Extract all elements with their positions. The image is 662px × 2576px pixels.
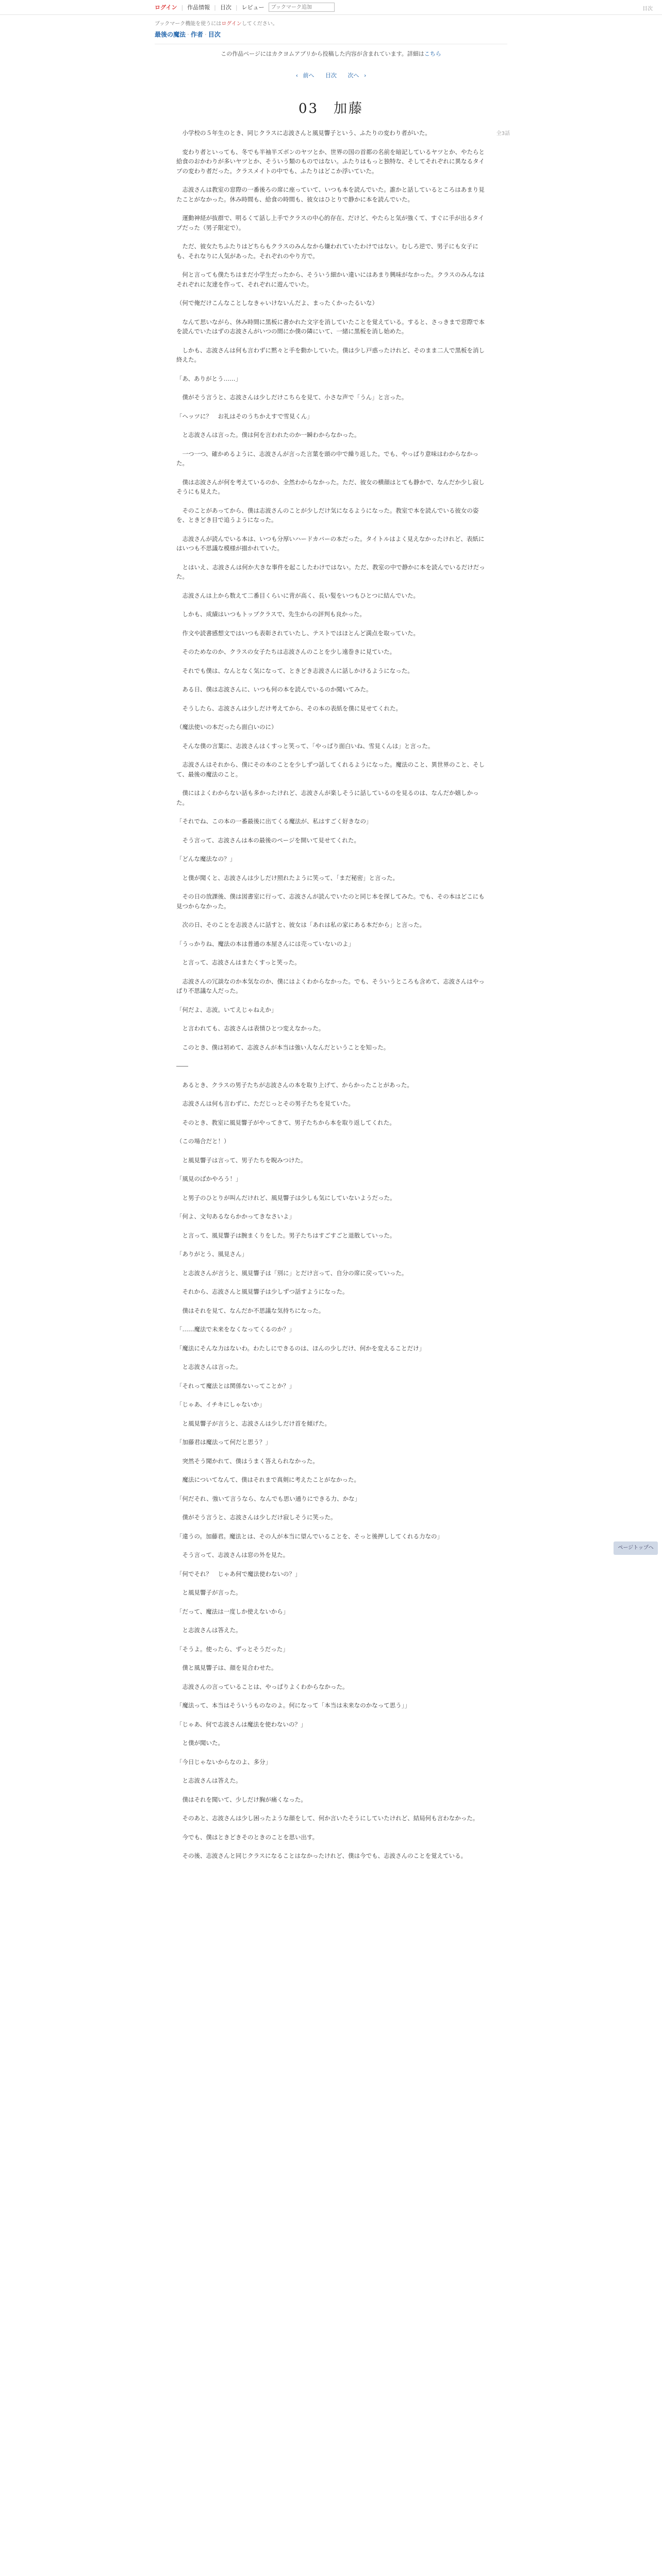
prev-label: 前へ <box>303 72 315 79</box>
novel-paragraph: 「何でそれ？ じゃあ何で魔法使わないの？」 <box>176 1570 301 1578</box>
header-separator: · <box>187 31 189 38</box>
novel-paragraph: 「どんな魔法なの？」 <box>176 855 236 862</box>
novel-paragraph: 「……魔法で未来をなくなってくるのか？」 <box>176 1326 295 1333</box>
novel-body <box>176 128 486 1861</box>
novel-paragraph: それでも僕は、なんとなく気になって、ときどき志波さんに話しかけるようになった。 <box>182 667 413 674</box>
novel-paragraph: なんて思いながら、休み時間に黒板に書かれた文字を消していたことを覚えている。すると、さっきまで窓際で本を読んでいたはずの志波さんがいつの間にか僕の隣にいて、一緒に黒板を消し始めた。 <box>176 318 485 335</box>
warning-detail-link[interactable]: こちら <box>424 50 441 57</box>
novel-paragraph: 志波さんが読んでいる本は、いつも分厚いハードカバーの本だった。タイトルはよく見えなかったけれど、表紙にはいつも不思議な模様が描かれていた。 <box>176 535 485 552</box>
novel-paragraph: と志波さんは言った。 <box>182 1363 242 1370</box>
novel-paragraph: そのあと、志波さんは少し困ったような顔をして、何か言いたそうにしていたけれど、結局何も言わなかった。 <box>182 1815 479 1822</box>
episode-pager <box>0 58 662 79</box>
novel-paragraph: 魔法についてなんて、僕はそれまで真剣に考えたことがなかった。 <box>182 1476 360 1483</box>
novel-paragraph: 「あ、ありがとう……」 <box>176 375 242 382</box>
page-top-button[interactable]: ページトップへ <box>614 1541 658 1555</box>
novel-paragraph: その後、志波さんと同じクラスになることはなかったけれど、僕は今でも、志波さんのことを覚えている。 <box>182 1852 467 1859</box>
novel-paragraph: 「何だそれ、強いて言うなら、なんでも思い通りにできる力、かな」 <box>176 1495 361 1502</box>
novel-paragraph: 突然そう聞かれて、僕はうまく答えられなかった。 <box>182 1457 319 1465</box>
novel-paragraph: 僕にはよくわからない話も多かったけれど、志波さんが楽しそうに話しているのを見るのは、なんだか嬉しかった。 <box>176 789 479 806</box>
novel-paragraph: 僕と風見響子は、顔を見合わせた。 <box>182 1664 277 1671</box>
novel-paragraph: そのとき、教室に風見響子がやってきて、男子たちから本を取り返してくれた。 <box>182 1118 395 1126</box>
novel-paragraph: 志波さんは何も言わずに、ただじっとその男子たちを見ていた。 <box>182 1100 354 1107</box>
novel-paragraph: と志波さんが言うと、風見響子は「別に」とだけ言って、自分の席に戻っていった。 <box>182 1269 408 1277</box>
top-nav-bar <box>0 0 662 15</box>
novel-paragraph: （この場合だと！） <box>176 1138 230 1145</box>
novel-paragraph: と僕が聞いた。 <box>182 1739 224 1747</box>
toc-link[interactable]: 目次 <box>325 72 337 79</box>
novel-paragraph: それから、志波さんと風見響子は少しずつ話すようになった。 <box>182 1288 349 1295</box>
novel-paragraph: 僕がそう言うと、志波さんは少しだけこちらを見て、小さな声で「うん」と言った。 <box>182 394 408 401</box>
novel-paragraph: しかも、志波さんは何も言わずに黙々と手を動かしていた。僕は少し戸惑ったけれど、そのまま二人で黒板を消し終えた。 <box>176 346 485 363</box>
novel-paragraph: と風見響子は言って、男子たちを睨みつけた。 <box>182 1156 307 1164</box>
novel-paragraph: 「風見のばかやろう！」 <box>176 1175 242 1182</box>
chapter-title: 03 加藤 <box>298 101 364 116</box>
novel-paragraph: 僕はそれを聞いて、少しだけ胸が痛くなった。 <box>182 1795 307 1803</box>
novel-paragraph: そんな僕の言葉に、志波さんはくすっと笑って、「やっぱり面白いね、雪見くんは」と言った。 <box>182 742 434 750</box>
nav-item-toc[interactable]: 目次 <box>220 4 231 11</box>
novel-paragraph: 僕は志波さんが何を考えているのか、全然わからなかった。ただ、彼女の横顔はとても静かで、なんだか少し寂しそうにも見えた。 <box>176 478 485 495</box>
novel-paragraph: 志波さんは上から数えて二番目くらいに背が高く、長い髪をいつもひとつに結んでいた。 <box>182 591 420 599</box>
novel-paragraph: 「ありがとう、風見さん」 <box>176 1250 247 1258</box>
novel-paragraph: このとき、僕は初めて、志波さんが本当は強い人なんだということを知った。 <box>182 1043 390 1051</box>
novel-paragraph: 志波さんは教室の窓際の一番後ろの席に座っていて、いつも本を読んでいた。誰かと話しているところはあまり見たことがなかった。休み時間も、給食の時間も、彼女はひとりで静かに本を読んでいた。 <box>176 186 485 203</box>
next-link[interactable]: 次へ › <box>347 72 367 79</box>
novel-paragraph: 運動神経が抜群で、明るくて話し上手でクラスの中心的存在、だけど、やたらと気が強くて、すぐに手が出るタイプだった（男子限定で）。 <box>176 214 484 231</box>
app-post-warning <box>0 44 662 58</box>
novel-paragraph: 何と言っても僕たちはまだ小学生だったから、そういう細かい違いにはあまり興味がなかった。クラスのみんなはそれぞれに友達を作って、それぞれに遊んでいた。 <box>176 271 485 288</box>
notice-text: ブックマーク機能を使うには <box>155 21 222 27</box>
login-button[interactable]: ログイン <box>155 4 177 11</box>
novel-paragraph: 志波さんの冗談なのか本気なのか、僕にはよくわからなかった。でも、そういうところも含めて、志波さんはやっぱり不思議な人だった。 <box>176 977 485 994</box>
novel-paragraph: と志波さんは言った。僕は何を言われたのか一瞬わからなかった。 <box>182 431 360 438</box>
novel-paragraph: 「ヘッツに？ お礼はそのうちかえすで雪見くん」 <box>176 412 313 420</box>
novel-paragraph: 「それでね、この本の一番最後に出てくる魔法が、私はすごく好きなの」 <box>176 818 372 825</box>
novel-paragraph: ただ、彼女たちふたりはどちらもクラスのみんなから嫌われていたわけではない。むしろ逆で、男子にも女子にも、それなりに人気があった。それぞれのやり方で。 <box>176 243 478 260</box>
novel-paragraph: そうしたら、志波さんは少しだけ考えてから、その本の表紙を僕に見せてくれた。 <box>182 704 402 712</box>
novel-paragraph: と言って、志波さんはまたくすっと笑った。 <box>182 959 301 966</box>
novel-paragraph: そのことがあってから、僕は志波さんのことが少しだけ気になるようになった。教室で本を読んでいる彼女の姿を、ときどき目で追うようになった。 <box>176 506 479 523</box>
novel-paragraph: 志波さんはそれから、僕にその本のことを少しずつ話してくれるようになった。魔法のこと、異世界のこと、そして、最後の魔法のこと。 <box>176 761 485 778</box>
notice-tail: してください。 <box>241 21 278 27</box>
novel-paragraph: と言われても、志波さんは表情ひとつ変えなかった。 <box>182 1025 325 1032</box>
author-link[interactable]: 作者 <box>190 31 203 38</box>
novel-paragraph: 一つ一つ、確かめるように、志波さんが言った言葉を頭の中で繰り返した。でも、やっぱり意味はわからなかった。 <box>176 450 479 467</box>
novel-paragraph: 「じゃあ、何で志波さんは魔法を使わないの？」 <box>176 1720 307 1728</box>
novel-paragraph: その日の放課後、僕は図書室に行って、志波さんが読んでいたのと同じ本を探してみた。でも、その本はどこにも見つからなかった。 <box>176 893 485 910</box>
novel-paragraph: と風見響子が言うと、志波さんは少しだけ首を傾げた。 <box>182 1419 330 1427</box>
novel-paragraph: そう言って、志波さんは窓の外を見た。 <box>182 1551 289 1558</box>
novel-paragraph: 「今日じゃないからなのよ、多分」 <box>176 1758 271 1766</box>
novel-paragraph: 今でも、僕はときどきそのときのことを思い出す。 <box>182 1833 319 1841</box>
novel-paragraph: と言って、風見響子は腕まくりをした。男子たちはすごすごと退散していった。 <box>182 1231 396 1239</box>
work-title-link[interactable]: 最後の魔法 <box>155 31 186 38</box>
warning-text: この作品ページにはカクヨムアプリから投稿した内容が含まれています。詳細は <box>221 50 424 57</box>
novel-paragraph: そのためなのか、クラスの女子たちは志波さんのことを少し遠巻きに見ていた。 <box>182 648 396 655</box>
work-header <box>0 27 662 39</box>
novel-paragraph: と志波さんは答えた。 <box>182 1626 242 1634</box>
novel-paragraph: （魔法使いの本だったら面白いのに） <box>176 723 277 731</box>
prev-link[interactable]: ‹ 前へ <box>295 72 315 79</box>
novel-paragraph: ある日、僕は志波さんに、いつも何の本を読んでいるのか聞いてみた。 <box>182 686 372 693</box>
novel-paragraph: と志波さんは答えた。 <box>182 1777 242 1784</box>
corner-toc-link[interactable]: 目次 <box>642 6 653 12</box>
novel-paragraph: そう言って、志波さんは本の最後のページを開いて見せてくれた。 <box>182 836 360 844</box>
novel-paragraph: 「加藤君は魔法って何だと思う？」 <box>176 1438 271 1446</box>
novel-paragraph: （何で俺だけこんなことしなきゃいけないんだよ、まったくかったるいな） <box>176 299 378 307</box>
novel-paragraph: 「だって、魔法は一度しか使えないから」 <box>176 1607 289 1615</box>
novel-paragraph: 「じゃあ、イチキにしゃないか」 <box>176 1401 266 1408</box>
novel-paragraph: 小学校の５年生のとき、同じクラスに志波さんと風見響子という、ふたりの変わり者がいた。 <box>182 129 431 137</box>
novel-paragraph: 「魔法って、本当はそういうものなのよ。何になって「本当は未来なのかなって思う」」 <box>176 1702 411 1709</box>
scene-separator: ―― <box>176 1062 188 1070</box>
work-toc-link[interactable]: 目次 <box>208 31 221 38</box>
novel-paragraph: と風見響子が言った。 <box>182 1589 242 1596</box>
episode-count: 全3話 <box>496 131 510 137</box>
nav-separator: | <box>235 4 238 11</box>
bookmark-notice <box>0 15 662 27</box>
novel-paragraph: しかも、成績はいつもトップクラスで、先生からの評判も良かった。 <box>182 611 366 618</box>
novel-paragraph: 僕がそう言うと、志波さんは少しだけ寂しそうに笑った。 <box>182 1514 337 1521</box>
header-separator: · <box>204 31 207 38</box>
novel-paragraph: 変わり者といっても、冬でも半袖半ズボンのヤツとか、世界の国の首都の名前を暗記しているヤツとか、やたらと給食のおかわりが多いヤツとか、そういう類のものではない。ふたりはもっと独特な、そしてそれぞれに異なるタイプの変わり者だった。クラスメイトの中でも、ふたりはどこか浮いていた。 <box>176 148 485 175</box>
novel-paragraph: と男子のひとりが叫んだけれど、風見響子は少しも気にしていないようだった。 <box>182 1194 396 1201</box>
novel-paragraph: 「違うの。加藤君。魔法とは、その人が本当に望んでいることを、そっと後押ししてくれる力なの」 <box>176 1532 443 1540</box>
novel-paragraph: 「何よ、文句あるならかかってきなさいよ」 <box>176 1213 295 1220</box>
novel-paragraph: 「何だよ、志波。いてえじゃねえか」 <box>176 1006 277 1013</box>
novel-paragraph: 作文や読書感想文ではいつも表彰されていたし、テストではほとんど満点を取っていた。 <box>182 629 420 637</box>
nav-separator: | <box>214 4 216 11</box>
novel-paragraph: 次の日、そのことを志波さんに話すと、彼女は「あれは私の家にある本だから」と言った。 <box>182 921 425 928</box>
bookmark-add-field[interactable] <box>269 3 335 12</box>
nav-separator: | <box>181 4 184 11</box>
novel-paragraph: と僕が聞くと、志波さんは少しだけ照れたように笑って、「まだ秘密」と言った。 <box>182 874 399 882</box>
novel-paragraph: 「魔法にそんな力はないわ。わたしにできるのは、ほんの少しだけ、何かを変えることだけ」 <box>176 1344 425 1352</box>
novel-paragraph: あるとき、クラスの男子たちが志波さんの本を取り上げて、からかったことがあった。 <box>182 1081 413 1089</box>
notice-login-link[interactable]: ログイン <box>221 21 242 27</box>
novel-paragraph: 僕はそれを見て、なんだか不思議な気持ちになった。 <box>182 1307 325 1314</box>
novel-paragraph: 「それって魔法とは関係ないってことか？」 <box>176 1382 295 1389</box>
nav-item-work-info[interactable]: 作品情報 <box>187 4 210 11</box>
nav-item-review[interactable]: レビュー <box>241 4 264 11</box>
novel-paragraph: 志波さんの言っていることは、やっぱりよくわからなかった。 <box>182 1683 349 1690</box>
novel-paragraph: とはいえ、志波さんは何か大きな事件を起こしたわけではない。ただ、教室の中で静かに本を読んでいるだけだった。 <box>176 563 485 580</box>
novel-paragraph: 「うっかりね、魔法の本は普通の本屋さんには売っていないのよ」 <box>176 940 354 947</box>
next-label: 次へ <box>347 72 359 79</box>
novel-paragraph: 「そうよ。使ったら、ずっとそうだった」 <box>176 1645 289 1653</box>
